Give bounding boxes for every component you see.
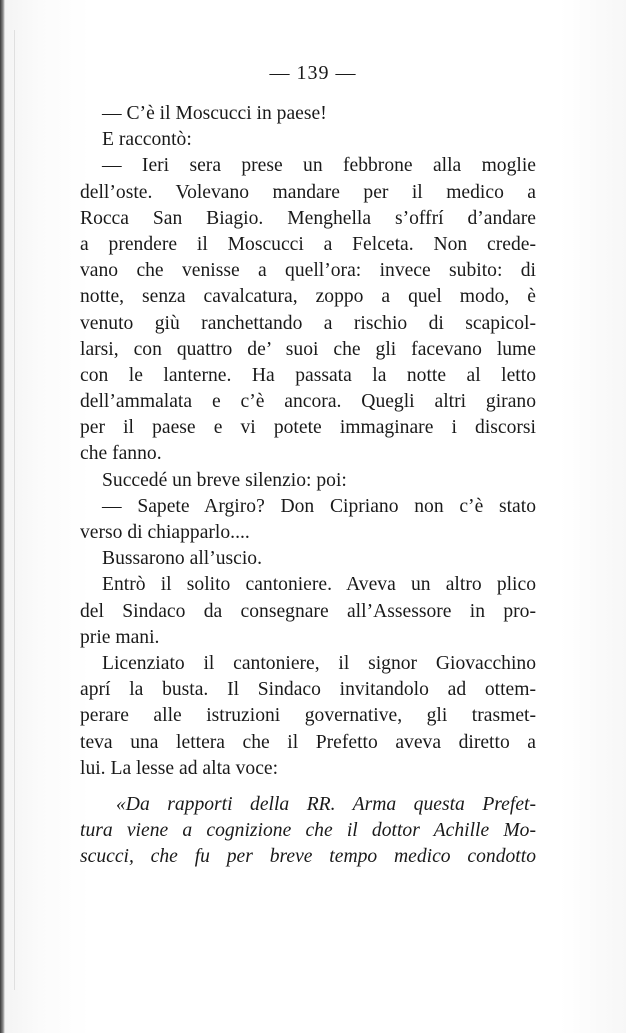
text-line: a prendere il Moscucci a Felceta. Non crede- — [80, 233, 536, 255]
text-line: — C’è il Moscucci in paese! — [102, 103, 327, 124]
text-line: dell’oste. Volevano mandare per il medico a — [80, 181, 536, 203]
text-line: larsi, con quattro de’ suoi che gli facevano lume — [80, 338, 536, 360]
text-line: lui. La lesse ad alta voce: — [80, 757, 279, 779]
text-line: aprí la busta. Il Sindaco invitandolo ad ottem- — [80, 679, 536, 701]
text-line: che fanno. — [80, 443, 162, 465]
binding-crease — [14, 30, 15, 990]
quote-line: «Da rapporti della RR. Arma questa Prefet- — [116, 794, 536, 815]
text-line: per il paese e vi potete immaginare i discorsi — [80, 417, 536, 439]
text-line: perare alle istruzioni governative, gli trasmet- — [80, 705, 536, 727]
text-line: verso di chiapparlo.... — [80, 522, 250, 543]
body-text — [80, 101, 536, 782]
text-line: del Sindaco da consegnare all’Assessore in pro- — [80, 600, 536, 622]
text-line: — Ieri sera prese un febbrone alla moglie — [102, 155, 536, 177]
text-line: dell’ammalata e c’è ancora. Quegli altri girano — [80, 391, 536, 413]
text-line: Bussarono all’uscio. — [102, 548, 262, 570]
text-line: vano che venisse a quell’ora: invece subito: di — [80, 260, 536, 282]
page-number: — 139 — — [269, 62, 357, 84]
binding-shadow — [0, 0, 5, 1033]
text-line: Succedé un breve silenzio: poi: — [102, 469, 347, 491]
quote-line: scucci, che fu per breve tempo medico condotto — [80, 846, 536, 868]
quoted-letter — [80, 792, 536, 871]
text-line: Licenziato il cantoniere, il signor Giovacchino — [102, 652, 536, 674]
quote-line: tura viene a cognizione che il dottor Achille Mo- — [80, 820, 536, 842]
text-line: — Sapete Argiro? Don Cipriano non c’è stato — [102, 495, 536, 517]
text-line: teva una lettera che il Prefetto aveva diretto a — [80, 731, 536, 753]
text-line: venuto giù ranchettando a rischio di scapicol- — [80, 312, 536, 334]
text-line: Rocca San Biagio. Menghella s’offrí d’andare — [80, 207, 536, 229]
text-line: prie mani. — [80, 626, 160, 648]
text-line: notte, senza cavalcatura, zoppo a quel modo, è — [80, 286, 536, 308]
text-line: Entrò il solito cantoniere. Aveva un altro plico — [102, 574, 536, 596]
text-line: E raccontò: — [102, 129, 192, 151]
text-line: con le lanterne. Ha passata la notte al letto — [80, 364, 536, 386]
